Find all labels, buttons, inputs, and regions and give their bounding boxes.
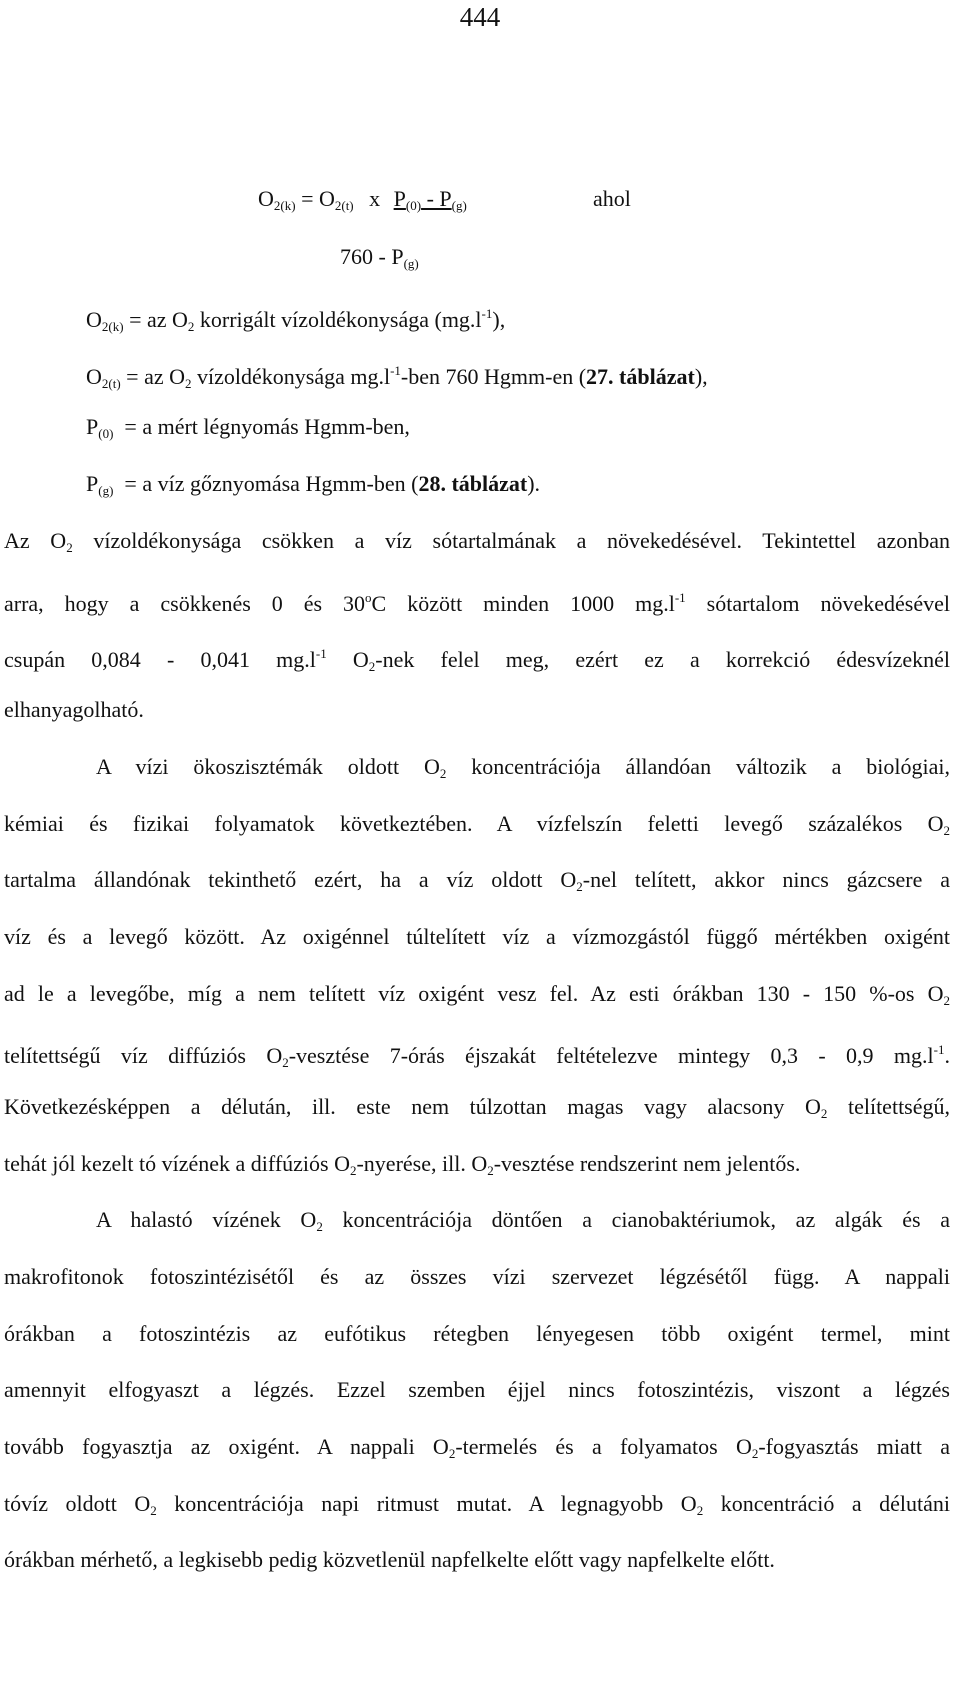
formula-fraction-numerator: $P_{(0)} - P_{(g)}$: [393, 186, 467, 213]
definition-p0: $P_{(0)} = a$ mért légnyomás Hgmm-ben,: [86, 414, 410, 441]
paragraph-line: Az $O_2$ vízoldékonysága csökken a víz sótartalmának a növekedésével. Tekintettel azonban: [4, 528, 950, 555]
paragraph-line: elhanyagolható.: [4, 697, 144, 722]
page-number: 444: [459, 2, 501, 32]
formula-sub: 2(k): [273, 198, 296, 213]
formula-denominator: $760 - P_{(g)}$: [340, 244, 419, 271]
paragraph-line: telítettségű víz diffúziós $O_2$-vesztése 7-órás éjszakát feltételezve mintegy 0,3 - 0,9 $mg.l^{-1}$.: [4, 1042, 950, 1070]
definition-o2k: $O_{2(k)}$ = az $O_2$ korrigált vízoldékonysága $(mg.l^{-1})$,: [86, 306, 506, 334]
paragraph-line: makrofitonok fotoszintézisétől és az összes vízi szervezet légzésétől függ. A nappali: [4, 1264, 950, 1289]
formula-o2k: O: [258, 186, 274, 211]
definition-o2t: $O_{2(t)}$ = az $O_2$ vízoldékonysága $mg.l^{-1}$-ben 760 Hgmm-en (27. táblázat),: [86, 363, 708, 391]
paragraph-line: tehát jól kezelt tó vízének a diffúziós $O_2$-nyerése, ill. $O_2$-vesztése rendszerint nem jelentős.: [4, 1151, 801, 1178]
paragraph-line: tartalma állandónak tekinthető ezért, ha a víz oldott $O_2$-nel telített, akkor nincs gázcsere a: [4, 867, 950, 894]
paragraph-line: csupán 0,084 - 0,041 $mg.l^{-1}$ $O_2$-nek felel meg, ezért ez a korrekció édesvízeknél: [4, 646, 950, 674]
paragraph-line: tovább fogyasztja az oxigént. A nappali $O_2$-termelés és a folyamatos $O_2$-fogyasztás miatt a: [4, 1434, 950, 1461]
formula-times: x: [369, 186, 381, 211]
paragraph-line: Következésképpen a délután, ill. este nem túlzottan magas vagy alacsony $O_2$ telítettségű,: [4, 1094, 951, 1121]
paragraph-line: órákban a fotoszintézis az eufótikus rétegben lényegesen több oxigént termel, mint: [4, 1321, 950, 1346]
paragraph-line: tóvíz oldott $O_2$ koncentrációja napi ritmust mutat. A legnagyobb $O_2$ koncentráció a délutáni: [4, 1491, 951, 1518]
paragraph-line: A halastó vízének $O_2$ koncentrációja döntően a cianobaktériumok, az algák és a: [96, 1207, 950, 1234]
formula-numerator-line: [258, 185, 467, 220]
paragraph-line: ad le a levegőbe, míg a nem telített víz oxigént vesz fel. Az esti órákban 130 - 150 %-os $O_2$: [4, 981, 950, 1008]
paragraph-line: víz és a levegő között. Az oxigénnel túltelített víz a vízmozgástól függő mértékben oxigént: [4, 924, 950, 949]
paragraph-line: kémiai és fizikai folyamatok következtében. A vízfelszín feletti levegő százalékos $O_2$: [4, 811, 950, 838]
paragraph-line: amennyit elfogyaszt a légzés. Ezzel szemben éjjel nincs fotoszintézis, viszont a légzés: [4, 1377, 950, 1402]
formula-sub: 2(t): [334, 198, 354, 213]
formula-eq: = O: [295, 186, 335, 211]
paragraph-line: A vízi ökoszisztémák oldott $O_2$ koncentrációja állandóan változik a biológiai,: [96, 754, 950, 781]
definition-pg: $P_{(g)} = a$ víz gőznyomása Hgmm-ben (28. táblázat).: [86, 471, 541, 498]
paragraph-line: arra, hogy a csökkenés 0 és 30$^o$C között minden 1000 $mg.l^{-1}$ sótartalom növekedésével: [4, 590, 950, 616]
formula-ahol: ahol: [593, 186, 631, 211]
paragraph-line: órákban mérhető, a legkisebb pedig közvetlenül napfelkelte előtt vagy napfelkelte előtt.: [4, 1547, 775, 1572]
